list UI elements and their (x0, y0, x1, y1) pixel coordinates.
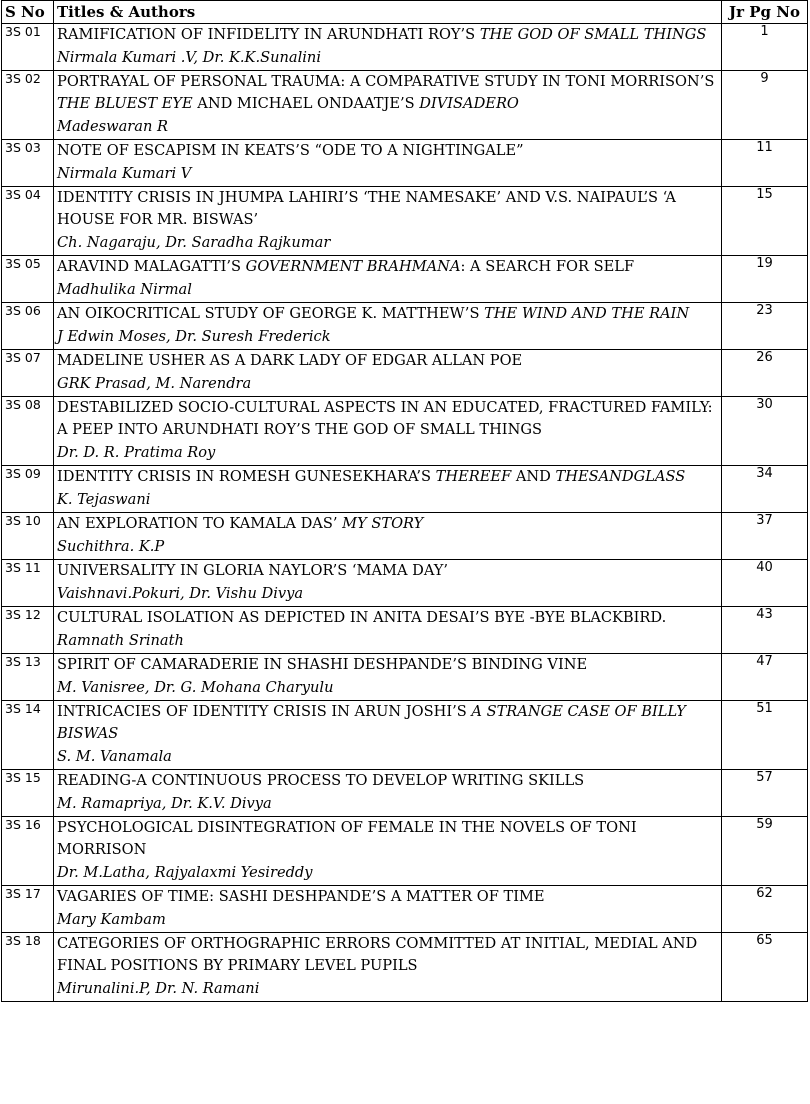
article-authors: Ramnath Srinath (57, 632, 184, 649)
table-row (2, 701, 808, 770)
title-cell (54, 886, 722, 933)
article-authors: M. Ramapriya, Dr. K.V. Divya (57, 795, 272, 812)
title-cell (54, 607, 722, 654)
serial-number: 3S 15 (2, 770, 54, 817)
article-title (57, 933, 718, 977)
title-segment: VAGARIES OF TIME: SASHI DESHPANDE’S A MATTER OF TIME (57, 888, 545, 905)
article-title (57, 654, 718, 676)
table-row (2, 256, 808, 303)
serial-number: 3S 08 (2, 397, 54, 466)
serial-number: 3S 07 (2, 350, 54, 397)
table-row (2, 817, 808, 886)
title-segment: AND (511, 468, 556, 485)
title-cell (54, 933, 722, 1002)
title-cell (54, 24, 722, 71)
title-cell (54, 187, 722, 256)
table-row (2, 770, 808, 817)
title-segment: RAMIFICATION OF INFIDELITY IN ARUNDHATI ROY’S (57, 26, 480, 43)
contents-table (1, 0, 808, 1002)
page-number: 30 (722, 397, 808, 466)
article-authors: Madeswaran R (57, 118, 169, 135)
article-authors: K. Tejaswani (57, 491, 151, 508)
title-segment: IDENTITY CRISIS IN JHUMPA LAHIRI’S ‘THE NAMESAKE’ AND V.S. NAIPAUL’S ‘A HOUSE FOR MR. BISWAS’ (57, 189, 676, 228)
page-number: 51 (722, 701, 808, 770)
serial-number: 3S 13 (2, 654, 54, 701)
title-segment: NOTE OF ESCAPISM IN KEATS’S “ODE TO A NIGHTINGALE” (57, 142, 524, 159)
table-row (2, 397, 808, 466)
title-segment: MADELINE USHER AS A DARK LADY OF EDGAR ALLAN POE (57, 352, 523, 369)
serial-number: 3S 11 (2, 560, 54, 607)
table-row (2, 24, 808, 71)
article-title (57, 187, 718, 231)
article-authors: Nirmala Kumari .V, Dr. K.K.Sunalini (57, 49, 321, 66)
serial-number: 3S 17 (2, 886, 54, 933)
page-number: 57 (722, 770, 808, 817)
page-number: 34 (722, 466, 808, 513)
article-authors: Dr. D. R. Pratima Roy (57, 444, 216, 461)
serial-number: 3S 18 (2, 933, 54, 1002)
serial-number: 3S 05 (2, 256, 54, 303)
article-authors: S. M. Vanamala (57, 748, 172, 765)
article-authors: Nirmala Kumari V (57, 165, 192, 182)
table-row (2, 350, 808, 397)
title-segment: CULTURAL ISOLATION AS DEPICTED IN ANITA DESAI’S BYE -BYE BLACKBIRD. (57, 609, 667, 626)
article-title (57, 397, 718, 441)
serial-number: 3S 09 (2, 466, 54, 513)
title-cell (54, 701, 722, 770)
table-row (2, 140, 808, 187)
title-cell (54, 466, 722, 513)
table-row (2, 560, 808, 607)
article-authors: Dr. M.Latha, Rajyalaxmi Yesireddy (57, 864, 313, 881)
titles-authors-header: Titles & Authors (54, 1, 722, 24)
serial-number: 3S 02 (2, 71, 54, 140)
title-segment: AN OIKOCRITICAL STUDY OF GEORGE K. MATTHEW’S (57, 305, 485, 322)
page-number: 59 (722, 817, 808, 886)
title-cell (54, 256, 722, 303)
table-row (2, 886, 808, 933)
article-title (57, 256, 718, 278)
title-segment: PSYCHOLOGICAL DISINTEGRATION OF FEMALE IN THE NOVELS OF TONI MORRISON (57, 819, 637, 858)
article-title (57, 607, 718, 629)
page-number: 43 (722, 607, 808, 654)
page-number: 19 (722, 256, 808, 303)
article-title (57, 513, 718, 535)
title-segment: UNIVERSALITY IN GLORIA NAYLOR’S ‘MAMA DAY’ (57, 562, 449, 579)
serial-number: 3S 16 (2, 817, 54, 886)
article-title (57, 817, 718, 861)
article-authors: GRK Prasad, M. Narendra (57, 375, 252, 392)
title-cell (54, 71, 722, 140)
title-italic-segment: A STRANGE CASE OF BILLY BISWAS (57, 703, 686, 742)
title-italic-segment: THE WIND AND THE RAIN (484, 305, 690, 322)
title-segment: ARAVIND MALAGATTI’S (57, 258, 246, 275)
table-row (2, 654, 808, 701)
page-number: 65 (722, 933, 808, 1002)
title-italic-segment: THE BLUEST EYE (57, 95, 193, 112)
page-number: 47 (722, 654, 808, 701)
table-row (2, 933, 808, 1002)
sno-header: S No (2, 1, 54, 24)
page-number: 11 (722, 140, 808, 187)
title-segment: AND MICHAEL ONDAATJE’S (192, 95, 420, 112)
header-row (2, 1, 808, 24)
page-number: 23 (722, 303, 808, 350)
table-row (2, 71, 808, 140)
article-authors: Mary Kambam (57, 911, 166, 928)
title-italic-segment: MY STORY (342, 515, 424, 532)
article-title (57, 350, 718, 372)
title-cell (54, 397, 722, 466)
title-italic-segment: THEREEF (435, 468, 512, 485)
article-authors: Suchithra. K.P (57, 538, 165, 555)
title-cell (54, 140, 722, 187)
article-authors: Madhulika Nirmal (57, 281, 192, 298)
article-title (57, 303, 718, 325)
title-italic-segment: DIVISADERO (419, 95, 519, 112)
title-segment: IDENTITY CRISIS IN ROMESH GUNESEKHARA’S (57, 468, 436, 485)
page-number: 62 (722, 886, 808, 933)
title-segment: SPIRIT OF CAMARADERIE IN SHASHI DESHPANDE’S BINDING VINE (57, 656, 588, 673)
serial-number: 3S 14 (2, 701, 54, 770)
serial-number: 3S 10 (2, 513, 54, 560)
serial-number: 3S 12 (2, 607, 54, 654)
article-authors: Ch. Nagaraju, Dr. Saradha Rajkumar (57, 234, 331, 251)
article-title (57, 140, 718, 162)
page-number: 37 (722, 513, 808, 560)
title-cell (54, 513, 722, 560)
table-row (2, 466, 808, 513)
article-authors: Vaishnavi.Pokuri, Dr. Vishu Divya (57, 585, 304, 602)
title-segment: INTRICACIES OF IDENTITY CRISIS IN ARUN JOSHI’S (57, 703, 472, 720)
article-title (57, 770, 718, 792)
title-cell (54, 817, 722, 886)
serial-number: 3S 04 (2, 187, 54, 256)
page-number: 1 (722, 24, 808, 71)
table-row (2, 607, 808, 654)
title-segment: CATEGORIES OF ORTHOGRAPHIC ERRORS COMMITTED AT INITIAL, MEDIAL AND FINAL POSITIONS BY PRIMARY LEVEL PUPILS (57, 935, 698, 974)
article-title (57, 24, 718, 46)
title-italic-segment: THESANDGLASS (555, 468, 686, 485)
article-title (57, 701, 718, 745)
page-number: 26 (722, 350, 808, 397)
title-italic-segment: THE GOD OF SMALL THINGS (479, 26, 707, 43)
serial-number: 3S 06 (2, 303, 54, 350)
title-cell (54, 303, 722, 350)
table-row (2, 187, 808, 256)
title-cell (54, 350, 722, 397)
table-body (2, 24, 808, 1002)
title-italic-segment: GOVERNMENT BRAHMANA (245, 258, 461, 275)
article-authors: M. Vanisree, Dr. G. Mohana Charyulu (57, 679, 334, 696)
title-cell (54, 560, 722, 607)
title-segment: PORTRAYAL OF PERSONAL TRAUMA: A COMPARATIVE STUDY IN TONI MORRISON’S (57, 73, 715, 90)
title-cell (54, 654, 722, 701)
article-authors: Mirunalini.P, Dr. N. Ramani (57, 980, 260, 997)
table-row (2, 303, 808, 350)
title-segment: READING-A CONTINUOUS PROCESS TO DEVELOP WRITING SKILLS (57, 772, 585, 789)
article-title (57, 560, 718, 582)
serial-number: 3S 01 (2, 24, 54, 71)
page-number-header: Jr Pg No (722, 1, 808, 24)
serial-number: 3S 03 (2, 140, 54, 187)
title-cell (54, 770, 722, 817)
page-number: 9 (722, 71, 808, 140)
page-number: 40 (722, 560, 808, 607)
article-title (57, 71, 718, 115)
title-segment: AN EXPLORATION TO KAMALA DAS’ (57, 515, 343, 532)
article-title (57, 886, 718, 908)
title-segment: DESTABILIZED SOCIO-CULTURAL ASPECTS IN AN EDUCATED, FRACTURED FAMILY: A PEEP INTO ARUNDHATI ROY’S THE GOD OF SMALL THINGS (57, 399, 713, 438)
article-authors: J Edwin Moses, Dr. Suresh Frederick (57, 328, 331, 345)
title-segment: : A SEARCH FOR SELF (460, 258, 635, 275)
table-row (2, 513, 808, 560)
article-title (57, 466, 718, 488)
page-number: 15 (722, 187, 808, 256)
